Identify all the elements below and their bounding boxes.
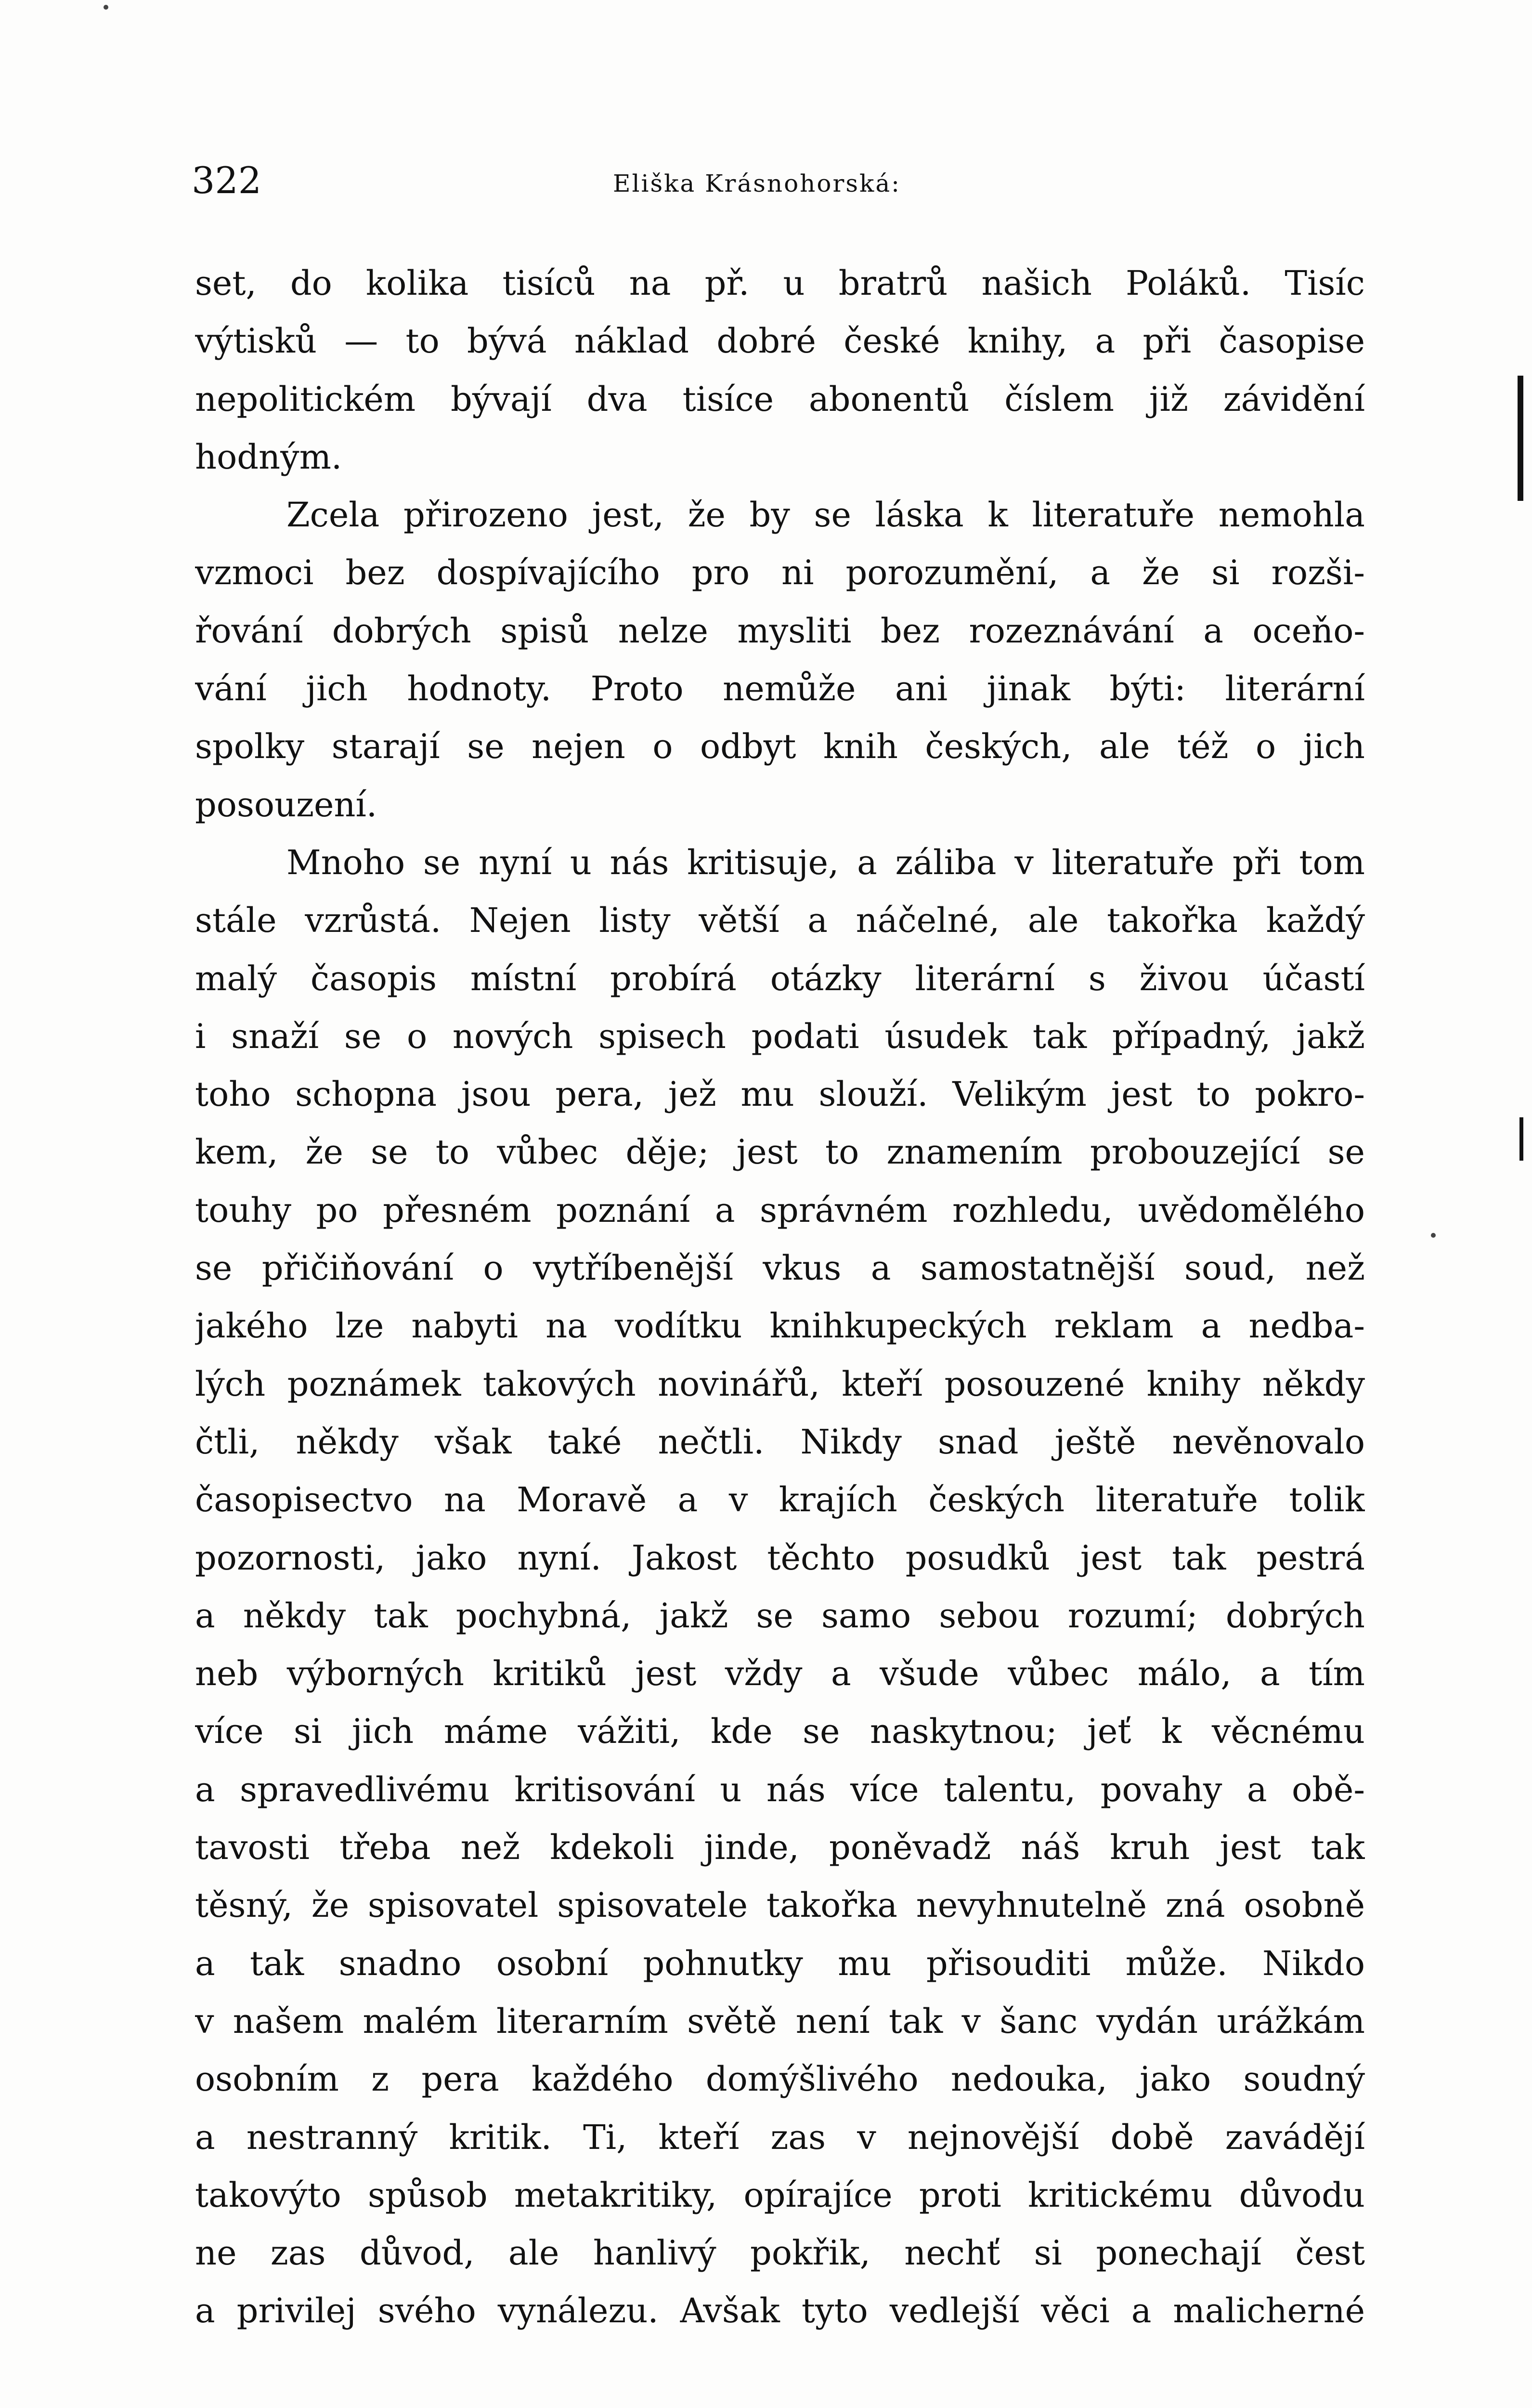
text-line: a tak snadno osobní pohnutky mu přisouditi může. Nikdo <box>195 1943 1365 1983</box>
text-line: těsný, že spisovatel spisovatele takořka nevyhnutelně zná osobně <box>195 1885 1365 1925</box>
text-line: set, do kolika tisíců na př. u bratrů našich Poláků. Tisíc <box>195 263 1365 303</box>
text-line: malý časopis místní probírá otázky literární s živou účastí <box>195 958 1365 998</box>
text-line: toho schopna jsou pera, jež mu slouží. Velikým jest to pokro- <box>195 1074 1365 1114</box>
body-text <box>195 254 1365 2340</box>
scan-speck <box>104 5 108 10</box>
text-line: tavosti třeba než kdekoli jinde, poněvadž náš kruh jest tak <box>195 1828 1365 1868</box>
text-line: výtisků — to bývá náklad dobré české knihy, a při časopise <box>195 321 1365 361</box>
scan-edge-mark <box>1519 1117 1523 1161</box>
scan-edge-mark <box>1518 376 1523 501</box>
text-line: vání jich hodnoty. Proto nemůže ani jinak býti: literární <box>195 669 1365 709</box>
text-line: i snaží se o nových spisech podati úsudek tak případný, jakž <box>195 1016 1365 1056</box>
text-line: lých poznámek takových novinářů, kteří posouzené knihy někdy <box>195 1364 1365 1404</box>
text-line: stále vzrůstá. Nejen listy větší a náčelné, ale takořka každý <box>195 901 1365 941</box>
text-line: a někdy tak pochybná, jakž se samo sebou rozumí; dobrých <box>195 1596 1365 1636</box>
text-line: osobním z pera každého domýšlivého nedouka, jako soudný <box>195 2059 1365 2099</box>
text-line: neb výborných kritiků jest vždy a všude vůbec málo, a tím <box>195 1654 1365 1694</box>
text-line: pozornosti, jako nyní. Jakost těchto posudků jest tak pestrá <box>195 1538 1365 1578</box>
text-line: jakého lze nabyti na vodítku knihkupeckých reklam a nedba- <box>195 1306 1365 1346</box>
running-head <box>192 159 1366 212</box>
text-line: ne zas důvod, ale hanlivý pokřik, nechť si ponechají čest <box>195 2233 1365 2273</box>
text-line: a nestranný kritik. Ti, kteří zas v nejnovější době zavádějí <box>195 2117 1365 2157</box>
text-line: se přičiňování o vytříbenější vkus a samostatnější soud, než <box>195 1248 1365 1288</box>
text-line: a spravedlivému kritisování u nás více talentu, povahy a obě- <box>195 1769 1365 1809</box>
text-line: Mnoho se nyní u nás kritisuje, a záliba v literatuře při tom <box>286 842 1365 882</box>
running-title: Eliška Krásnohorská: <box>613 170 901 197</box>
text-line: v našem malém literarním světě není tak v šanc vydán urážkám <box>195 2001 1365 2041</box>
text-line: touhy po přesném poznání a správném rozhledu, uvědomělého <box>195 1190 1365 1230</box>
text-line: čtli, někdy však také nečtli. Nikdy snad ještě nevěnovalo <box>195 1422 1365 1462</box>
text-line: a privilej svého vynálezu. Avšak tyto vedlejší věci a malicherné <box>195 2291 1365 2331</box>
text-line: řování dobrých spisů nelze mysliti bez rozeznávání a oceňo- <box>195 611 1365 651</box>
text-line: posouzení. <box>195 785 377 824</box>
text-line: spolky starají se nejen o odbyt knih českých, ale též o jich <box>195 727 1365 767</box>
text-line: vzmoci bez dospívajícího pro ni porozumění, a že si rozši- <box>195 553 1365 593</box>
scan-speck <box>1431 1233 1436 1238</box>
text-line: časopisectvo na Moravě a v krajích českých literatuře tolik <box>195 1480 1365 1520</box>
text-line: nepolitickém bývají dva tisíce abonentů číslem již závidění <box>195 379 1365 419</box>
text-line: hodným. <box>195 437 342 477</box>
text-line: kem, že se to vůbec děje; jest to znamením probouzející se <box>195 1132 1365 1172</box>
text-line: takovýto spůsob metakritiky, opírajíce proti kritickému důvodu <box>195 2175 1365 2215</box>
text-line: více si jich máme vážiti, kde se naskytnou; jeť k věcnému <box>195 1712 1365 1752</box>
page-number: 322 <box>192 159 262 202</box>
text-line: Zcela přirozeno jest, že by se láska k literatuře nemohla <box>286 495 1365 535</box>
